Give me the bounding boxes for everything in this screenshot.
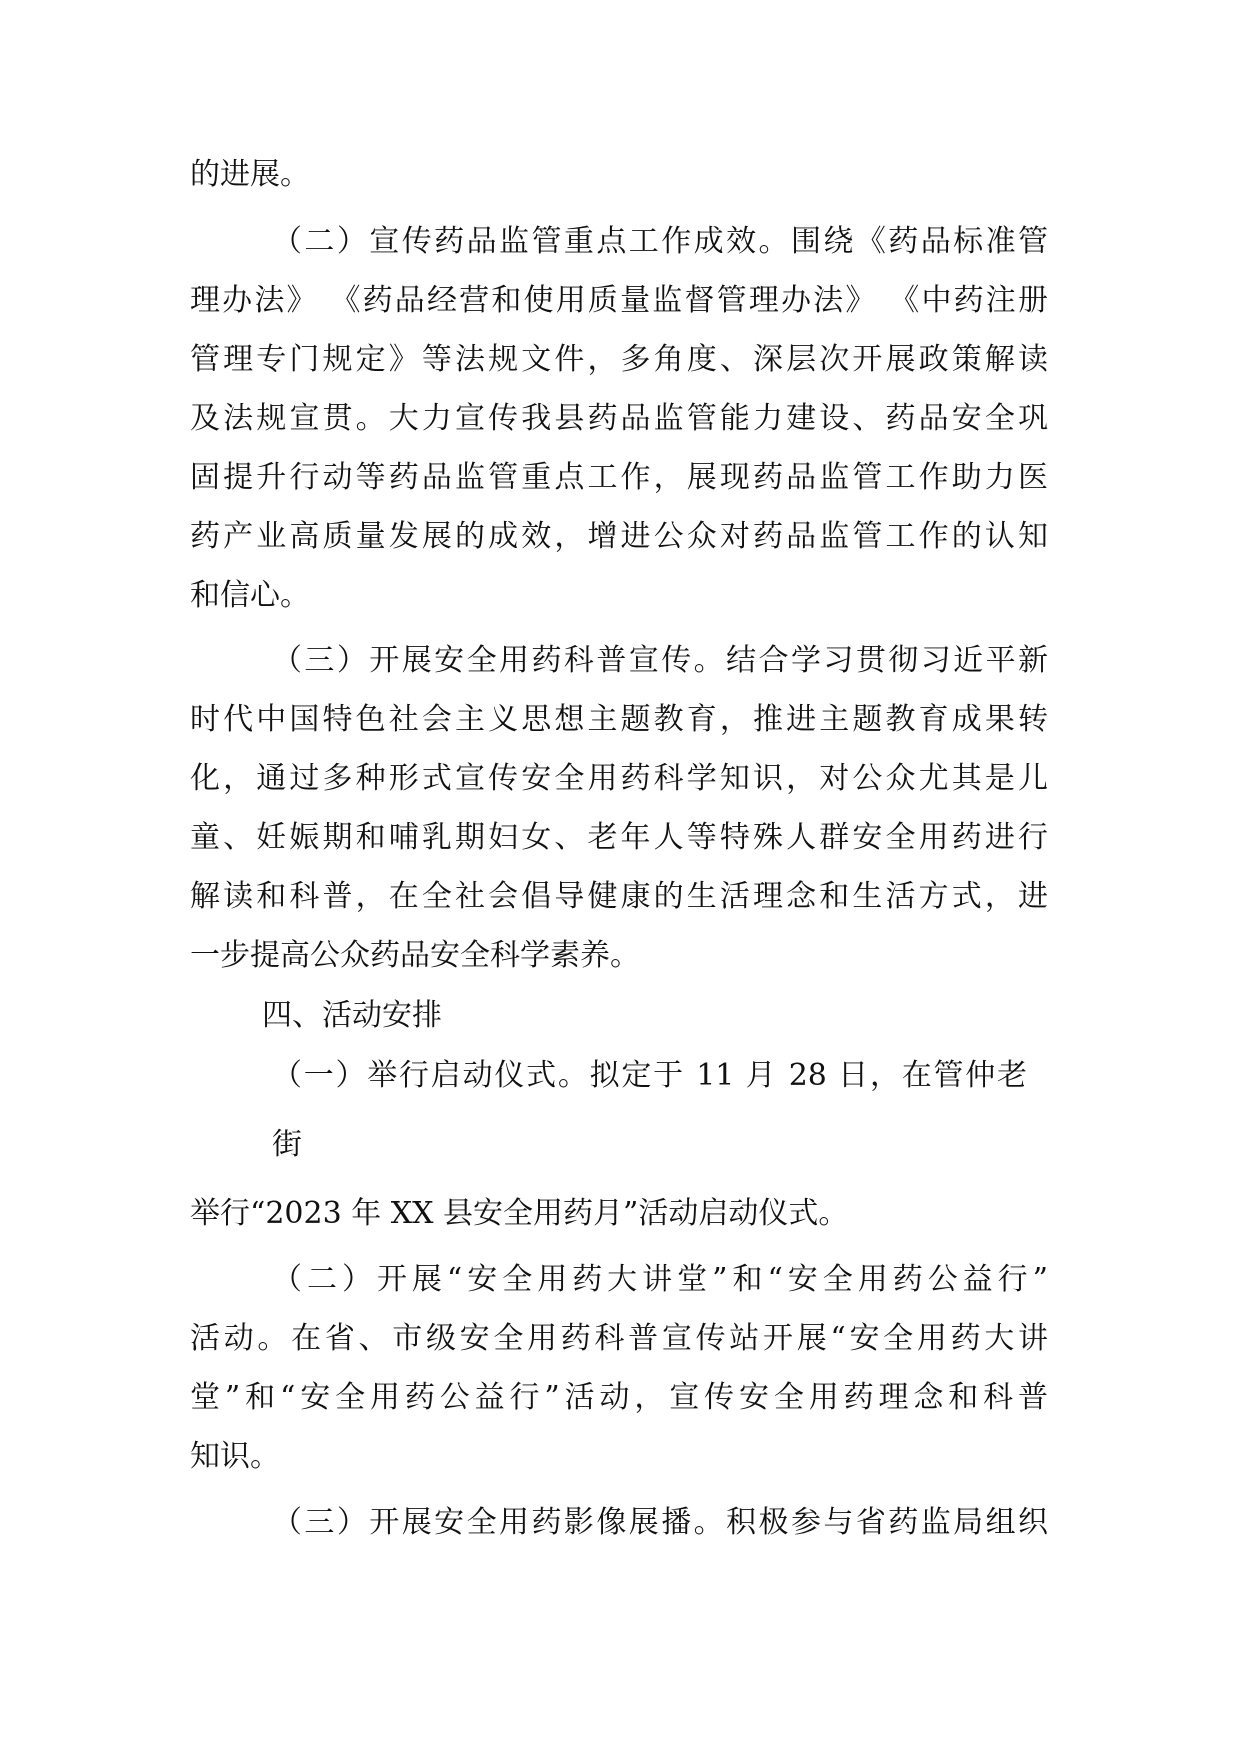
text-line: 化，通过多种形式宣传安全用药科学知识，对公众尤其是儿 <box>190 761 1048 796</box>
text-line: 童、妊娠期和哺乳期妇女、老年人等特殊人群安全用药进行 <box>190 820 1048 855</box>
text-line: 一步提高公众药品安全科学素养。 <box>190 938 640 973</box>
text-line: （二）开展“安全用药大讲堂”和“安全用药公益行” <box>272 1262 1048 1297</box>
text-line: 知识。 <box>190 1439 280 1474</box>
text-line: 街 <box>272 1127 302 1162</box>
section-heading: 四、活动安排 <box>262 998 442 1033</box>
text-line: 药产业高质量发展的成效，增进公众对药品监管工作的认知 <box>190 519 1048 554</box>
text-line: 和信心。 <box>190 578 310 613</box>
text-line: 固提升行动等药品监管重点工作，展现药品监管工作助力医 <box>190 460 1048 495</box>
text-line: （二）宣传药品监管重点工作成效。围绕《药品标准管 <box>272 224 1048 259</box>
text-line: 的进展。 <box>190 157 310 192</box>
text-line: （三）开展安全用药影像展播。积极参与省药监局组织 <box>272 1505 1048 1540</box>
text-line: 活动。在省、市级安全用药科普宣传站开展“安全用药大讲 <box>190 1321 1048 1356</box>
text-line: 管理专门规定》等法规文件，多角度、深层次开展政策解读 <box>190 342 1048 377</box>
text-line: 时代中国特色社会主义思想主题教育，推进主题教育成果转 <box>190 702 1048 737</box>
text-line: 堂”和“安全用药公益行”活动，宣传安全用药理念和科普 <box>190 1380 1048 1415</box>
text-line: 理办法》 《药品经营和使用质量监督管理办法》 《中药注册 <box>190 283 1048 318</box>
text-line: 及法规宣贯。大力宣传我县药品监管能力建设、药品安全巩 <box>190 401 1048 436</box>
text-line: （一）举行启动仪式。拟定于 11 月 28 日，在管仲老 <box>272 1058 1027 1093</box>
text-line: （三）开展安全用药科普宣传。结合学习贯彻习近平新 <box>272 643 1048 678</box>
text-line: 举行“2023 年 XX 县安全用药月”活动启动仪式。 <box>190 1196 849 1231</box>
text-line: 解读和科普，在全社会倡导健康的生活理念和生活方式，进 <box>190 879 1048 914</box>
